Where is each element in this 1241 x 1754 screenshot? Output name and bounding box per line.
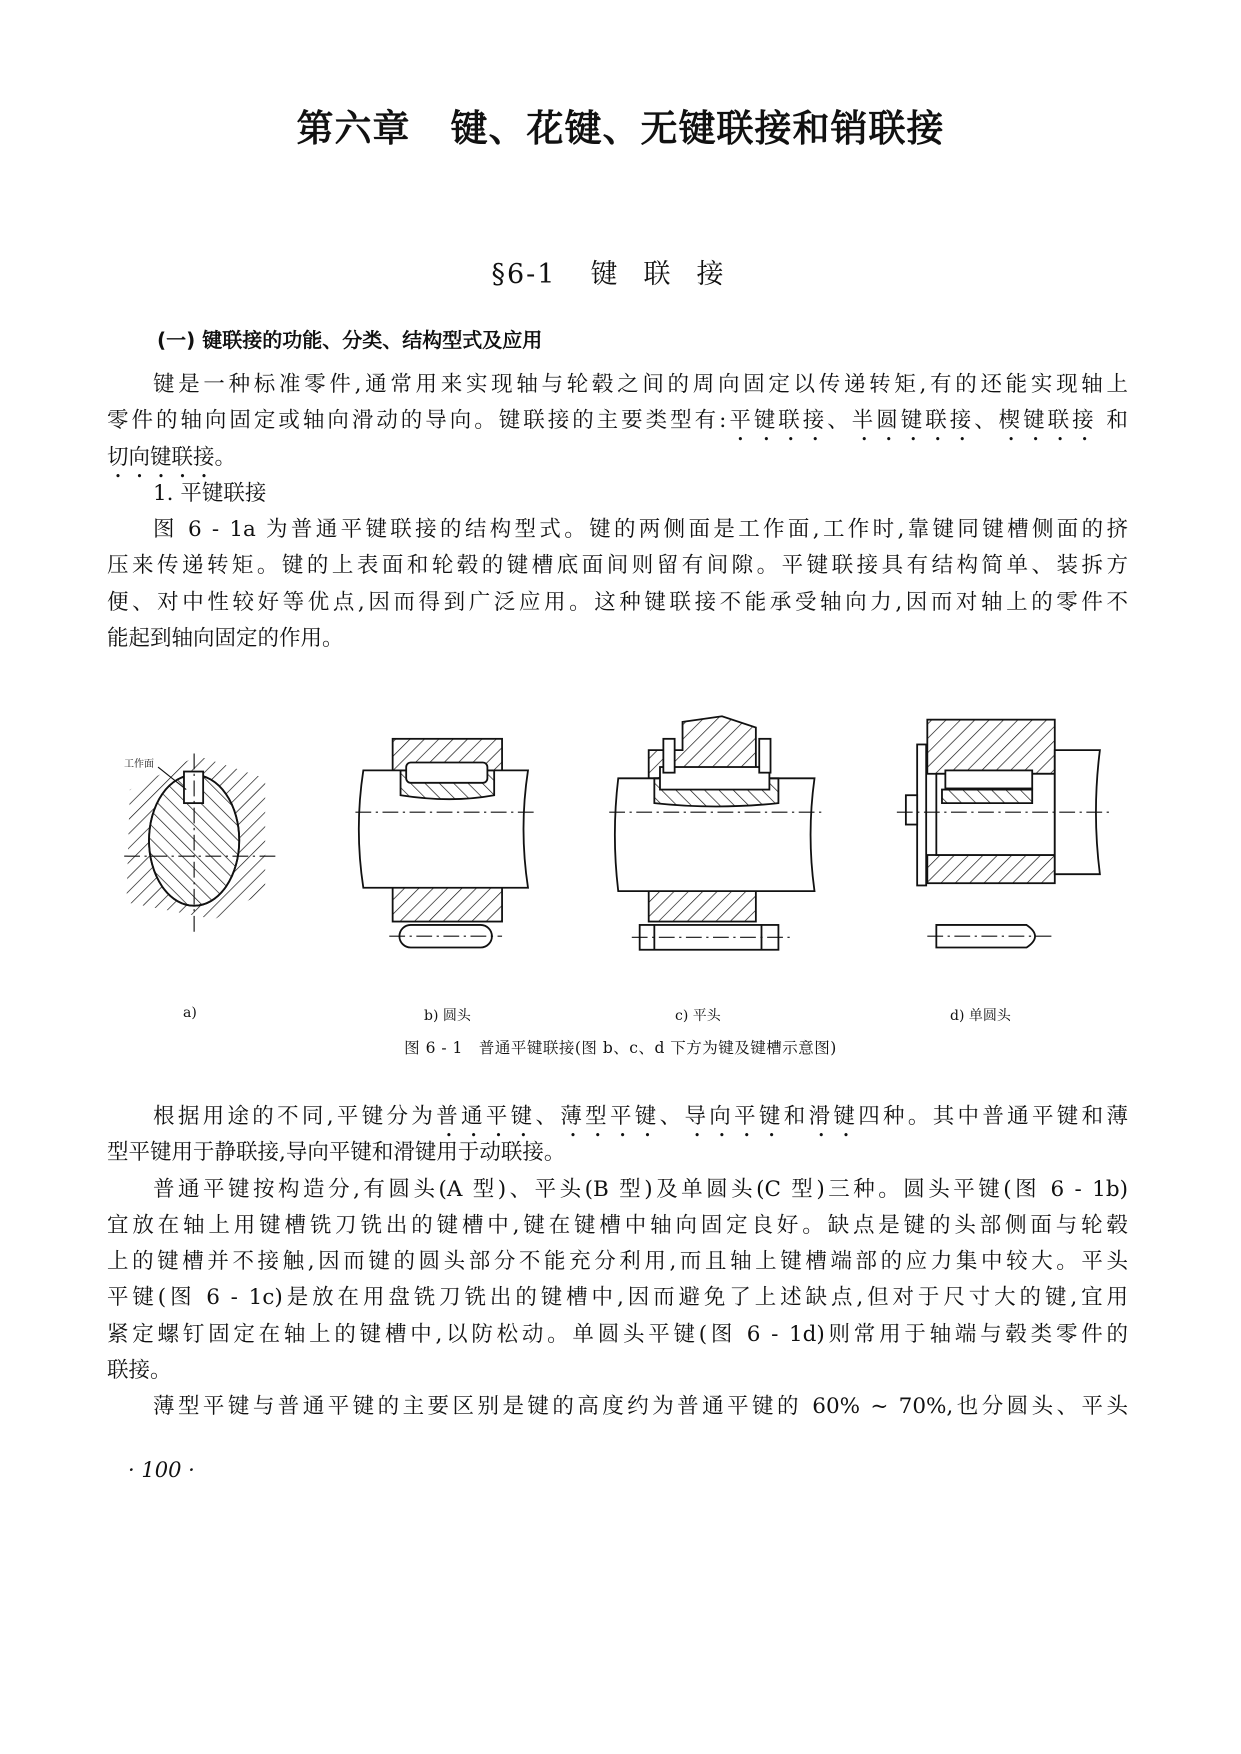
text-line xyxy=(107,1244,1128,1280)
text-segment: 。 xyxy=(214,444,237,470)
emphasized-term: 半圆键联接 xyxy=(851,408,975,434)
figure-c-flat-head xyxy=(609,716,823,949)
text-line xyxy=(107,1353,1128,1389)
sub-heading: (一) 键联接的功能、分类、结构型式及应用 xyxy=(157,328,543,352)
text-line xyxy=(107,1135,1128,1171)
text-segment: 、 xyxy=(535,1104,561,1129)
text-line xyxy=(107,1317,1128,1353)
emphasized-term: 楔键联接 xyxy=(998,408,1097,434)
section-name: 键联接 xyxy=(590,259,750,290)
text-segment: 、 xyxy=(974,408,999,434)
text-segment: 、 xyxy=(659,1104,685,1129)
subcaption-c: c) 平头 xyxy=(675,1008,721,1024)
text-segment: 联接。 xyxy=(107,1358,172,1384)
text-segment: 上的键槽并不接触,因而键的圆头部分不能充分利用,而且轴上键槽端部的应力集中较大。平头 xyxy=(107,1249,1128,1275)
text-line xyxy=(107,1099,1128,1135)
emphasized-term: 平键联接 xyxy=(726,408,828,434)
figure-a-cross-section xyxy=(124,753,276,931)
text-line xyxy=(107,1389,1128,1425)
figure-caption: 图 6 - 1 普通平键联接(图 b、c、d 下方为键及键槽示意图) xyxy=(404,1039,837,1057)
emphasized-term: 滑键 xyxy=(808,1104,859,1129)
text-segment: 压来传递转矩。键的上表面和轮毂的键槽底面间则留有间隙。平键联接具有结构简单、装拆方 xyxy=(107,553,1128,579)
text-segment: 紧定螺钉固定在轴上的键槽中,以防松动。单圆头平键(图 6 - 1d)则常用于轴端与毂类零件的 xyxy=(107,1321,1128,1347)
label-working-face: 工作面 xyxy=(124,759,154,770)
figure-d-single-round-head xyxy=(897,720,1111,948)
emphasized-term: 切向键联接 xyxy=(107,444,215,470)
text-segment: 键是一种标准零件,通常用来实现轴与轮毂之间的周向固定以传递转矩,有的还能实现轴上 xyxy=(153,372,1128,397)
emphasized-term: 薄型平键 xyxy=(560,1104,660,1129)
text-segment: 图 6 - 1a 为普通平键联接的结构型式。键的两侧面是工作面,工作时,靠键同键槽侧面的挤 xyxy=(153,517,1128,543)
text-segment: 薄型平键与普通平键的主要区别是键的高度约为普通平键的 60% ~ 70%,也分圆头、平头 xyxy=(153,1394,1128,1420)
text-segment: 宜放在轴上用键槽铣刀铣出的键槽中,键在键槽中轴向固定良好。缺点是键的头部侧面与轮毂 xyxy=(107,1212,1128,1238)
text-line xyxy=(107,1208,1128,1244)
text-segment: 平键(图 6 - 1c)是放在用盘铣刀铣出的键槽中,因而避免了上述缺点,但对于尺寸大的键,宜用 xyxy=(107,1285,1128,1311)
chapter-number: 第六章 xyxy=(296,107,411,150)
text-segment: 和 xyxy=(1096,408,1128,434)
text-segment: 能起到轴向固定的作用。 xyxy=(107,626,344,652)
text-segment: 零件的轴向固定或轴向滑动的导向。键联接的主要类型有: xyxy=(107,408,727,434)
text-segment: 根据用途的不同,平键分为 xyxy=(153,1104,437,1129)
subcaption-a: a) xyxy=(183,1005,197,1021)
emphasized-term: 导向平键 xyxy=(684,1104,784,1129)
chapter-name: 键、花键、无键联接和销联接 xyxy=(450,107,945,150)
figure-b-round-head xyxy=(355,739,535,948)
text-segment: 1. 平键联接 xyxy=(153,480,267,506)
text-segment: 和 xyxy=(783,1104,809,1129)
text-segment: 普通平键按构造分,有圆头(A 型)、平头(B 型)及单圆头(C 型)三种。圆头平键(图 6 - 1b) xyxy=(153,1176,1128,1202)
text-segment: 便、对中性较好等优点,因而得到广泛应用。这种键联接不能承受轴向力,因而对轴上的零件不 xyxy=(107,589,1128,615)
section-number: §6-1 xyxy=(491,259,557,290)
text-line xyxy=(107,1172,1128,1208)
page-number: · 100 · xyxy=(128,1458,195,1482)
text-block-lower xyxy=(107,1099,1128,1426)
subcaption-d: d) 单圆头 xyxy=(950,1008,1011,1024)
emphasized-term: 普通平键 xyxy=(436,1104,536,1129)
text-line xyxy=(107,1280,1128,1316)
subcaption-b: b) 圆头 xyxy=(424,1008,471,1024)
text-segment: 、 xyxy=(827,408,852,434)
text-segment: 型平键用于静联接,导向平键和滑键用于动联接。 xyxy=(107,1140,566,1166)
text-segment: 四种。其中普通平键和薄 xyxy=(858,1104,1128,1129)
